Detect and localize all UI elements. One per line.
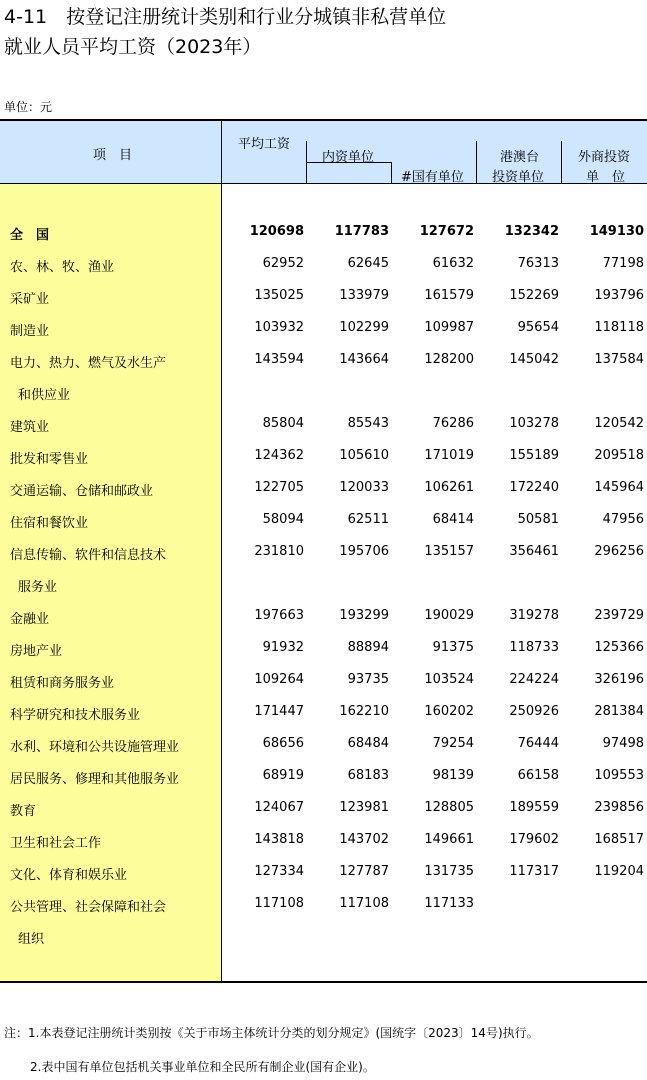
cell-value: 91932 — [262, 640, 304, 655]
cell-value: 76313 — [517, 256, 559, 271]
row-label: 信息传输、软件和信息技术 — [10, 548, 167, 563]
cell-value: 127672 — [419, 224, 474, 239]
cell-value: 133979 — [339, 288, 389, 303]
cell-value: 128200 — [424, 352, 474, 367]
cell-value: 122705 — [254, 480, 304, 495]
cell-value: 93735 — [347, 672, 389, 687]
cell-value: 123981 — [339, 800, 389, 815]
row-label: 科学研究和技术服务业 — [10, 708, 141, 723]
cell-value: 68656 — [262, 736, 304, 751]
cell-value: 103524 — [424, 672, 474, 687]
table-row — [0, 440, 647, 472]
title-line-2: 就业人员平均工资（2023年） — [4, 36, 262, 58]
cell-value: 135025 — [254, 288, 304, 303]
table-row — [0, 920, 647, 952]
cell-value: 127787 — [339, 864, 389, 879]
cell-value: 326196 — [594, 672, 644, 687]
unit-label: 单位：元 — [4, 100, 53, 114]
cell-value: 319278 — [509, 608, 559, 623]
cell-value: 77198 — [602, 256, 644, 271]
cell-value: 50581 — [517, 512, 559, 527]
row-label: 采矿业 — [10, 292, 50, 307]
cell-value: 171447 — [254, 704, 304, 719]
cell-value: 143664 — [339, 352, 389, 367]
table-row — [0, 824, 647, 856]
cell-value: 117317 — [509, 864, 559, 879]
cell-value: 95654 — [517, 320, 559, 335]
cell-value: 135157 — [424, 544, 474, 559]
cell-value: 118118 — [594, 320, 644, 335]
cell-value: 102299 — [339, 320, 389, 335]
row-label: 交通运输、仓储和邮政业 — [10, 484, 154, 499]
cell-value: 296256 — [594, 544, 644, 559]
cell-value: 109553 — [594, 768, 644, 783]
table-row — [0, 504, 647, 536]
row-label: 住宿和餐饮业 — [10, 516, 89, 531]
table-row — [0, 600, 647, 632]
cell-value: 68183 — [347, 768, 389, 783]
cell-value: 149130 — [589, 224, 644, 239]
cell-value: 124362 — [254, 448, 304, 463]
cell-value: 76286 — [432, 416, 474, 431]
row-label: 和供应业 — [18, 388, 71, 403]
cell-value: 68919 — [262, 768, 304, 783]
cell-value: 145042 — [509, 352, 559, 367]
cell-value: 91375 — [432, 640, 474, 655]
cell-value: 68414 — [432, 512, 474, 527]
table-row — [0, 696, 647, 728]
cell-value: 143702 — [339, 832, 389, 847]
cell-value: 281384 — [594, 704, 644, 719]
cell-value: 195706 — [339, 544, 389, 559]
row-label: 农、林、牧、渔业 — [10, 260, 115, 275]
header-hmt-line2: 投资单位 — [492, 170, 545, 185]
table-row — [0, 728, 647, 760]
cell-value: 172240 — [509, 480, 559, 495]
row-label: 建筑业 — [10, 420, 50, 435]
cell-value: 193299 — [339, 608, 389, 623]
table-row — [0, 888, 647, 920]
cell-value: 231810 — [254, 544, 304, 559]
row-label: 批发和零售业 — [10, 452, 89, 467]
table-row — [0, 216, 647, 248]
note-2: 2.表中国有单位包括机关事业单位和全民所有制企业(国有企业)。 — [30, 1060, 375, 1074]
table-row — [0, 248, 647, 280]
row-label: 租赁和商务服务业 — [10, 676, 115, 691]
cell-value: 162210 — [339, 704, 389, 719]
cell-value: 109264 — [254, 672, 304, 687]
cell-value: 239729 — [594, 608, 644, 623]
header-divider-3 — [476, 141, 477, 183]
cell-value: 160202 — [424, 704, 474, 719]
table-row — [0, 344, 647, 376]
table-row — [0, 792, 647, 824]
cell-value: 66158 — [517, 768, 559, 783]
row-label: 文化、体育和娱乐业 — [10, 868, 128, 883]
header-divider-2 — [391, 162, 392, 183]
cell-value: 124067 — [254, 800, 304, 815]
table-top-rule — [0, 119, 647, 121]
table-row — [0, 280, 647, 312]
cell-value: 62645 — [347, 256, 389, 271]
cell-value: 193796 — [594, 288, 644, 303]
table-row — [0, 664, 647, 696]
title-line-1: 4-11 按登记注册统计类别和行业分城镇非私营单位 — [4, 6, 447, 28]
cell-value: 197663 — [254, 608, 304, 623]
cell-value: 58094 — [262, 512, 304, 527]
header-divider-1 — [306, 141, 307, 183]
cell-value: 103932 — [254, 320, 304, 335]
table-row — [0, 536, 647, 568]
cell-value: 125366 — [594, 640, 644, 655]
cell-value: 120698 — [249, 224, 304, 239]
row-label: 组织 — [18, 932, 45, 947]
cell-value: 250926 — [509, 704, 559, 719]
table-row — [0, 312, 647, 344]
cell-value: 79254 — [432, 736, 474, 751]
cell-value: 117133 — [424, 896, 474, 911]
header-bottom-rule — [0, 183, 647, 184]
cell-value: 143818 — [254, 832, 304, 847]
cell-value: 85804 — [262, 416, 304, 431]
cell-value: 149661 — [424, 832, 474, 847]
cell-value: 152269 — [509, 288, 559, 303]
cell-value: 98139 — [432, 768, 474, 783]
row-label: 教育 — [10, 804, 37, 819]
table-row — [0, 856, 647, 888]
row-label: 电力、热力、燃气及水生产 — [10, 356, 167, 371]
cell-value: 62952 — [262, 256, 304, 271]
cell-value: 47956 — [602, 512, 644, 527]
cell-value: 189559 — [509, 800, 559, 815]
cell-value: 119204 — [594, 864, 644, 879]
header-avg-wage: 平均工资 — [238, 137, 291, 152]
cell-value: 161579 — [424, 288, 474, 303]
cell-value: 117108 — [339, 896, 389, 911]
cell-value: 224224 — [509, 672, 559, 687]
cell-value: 117108 — [254, 896, 304, 911]
header-divider-4 — [561, 141, 562, 183]
cell-value: 145964 — [594, 480, 644, 495]
header-foreign-line2: 单 位 — [586, 170, 626, 185]
cell-value: 118733 — [509, 640, 559, 655]
cell-value: 143594 — [254, 352, 304, 367]
row-label: 居民服务、修理和其他服务业 — [10, 772, 180, 787]
row-label: 服务业 — [18, 580, 58, 595]
cell-value: 62511 — [347, 512, 389, 527]
header-item: 项 目 — [93, 148, 133, 163]
table-row — [0, 408, 647, 440]
cell-value: 190029 — [424, 608, 474, 623]
cell-value: 117783 — [334, 224, 389, 239]
row-label: 房地产业 — [10, 644, 63, 659]
cell-value: 120033 — [339, 480, 389, 495]
header-state-owned: #国有单位 — [401, 170, 464, 185]
cell-value: 127334 — [254, 864, 304, 879]
cell-value: 132342 — [504, 224, 559, 239]
row-label: 水利、环境和公共设施管理业 — [10, 740, 180, 755]
cell-value: 106261 — [424, 480, 474, 495]
note-1: 注：1.本表登记注册统计类别按《关于市场主体统计分类的划分规定》(国统字〔2023〕14号)执行。 — [4, 1026, 539, 1040]
header-domestic: 内资单位 — [322, 150, 375, 165]
cell-value: 155189 — [509, 448, 559, 463]
cell-value: 209518 — [594, 448, 644, 463]
row-label: 制造业 — [10, 324, 50, 339]
table-row — [0, 568, 647, 600]
row-label: 金融业 — [10, 612, 50, 627]
cell-value: 120542 — [594, 416, 644, 431]
table-row — [0, 472, 647, 504]
cell-value: 168517 — [594, 832, 644, 847]
cell-value: 128805 — [424, 800, 474, 815]
row-label: 公共管理、社会保障和社会 — [10, 900, 167, 915]
cell-value: 356461 — [509, 544, 559, 559]
table-row — [0, 760, 647, 792]
cell-value: 85543 — [347, 416, 389, 431]
cell-value: 179602 — [509, 832, 559, 847]
cell-value: 76444 — [517, 736, 559, 751]
cell-value: 68484 — [347, 736, 389, 751]
header-hmt-line1: 港澳台 — [500, 150, 540, 165]
cell-value: 239856 — [594, 800, 644, 815]
cell-value: 88894 — [347, 640, 389, 655]
cell-value: 97498 — [602, 736, 644, 751]
cell-value: 137584 — [594, 352, 644, 367]
cell-value: 105610 — [339, 448, 389, 463]
cell-value: 171019 — [424, 448, 474, 463]
row-label: 全 国 — [10, 228, 50, 243]
cell-value: 61632 — [432, 256, 474, 271]
table-bottom-rule — [0, 981, 647, 983]
header-foreign-line1: 外商投资 — [578, 150, 631, 165]
cell-value: 109987 — [424, 320, 474, 335]
table-row — [0, 376, 647, 408]
cell-value: 103278 — [509, 416, 559, 431]
cell-value: 131735 — [424, 864, 474, 879]
row-label: 卫生和社会工作 — [10, 836, 102, 851]
table-row — [0, 632, 647, 664]
